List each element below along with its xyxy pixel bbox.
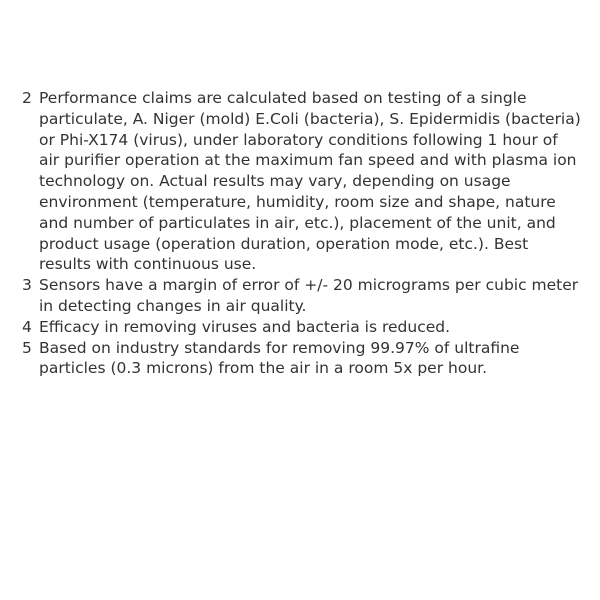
footnote-2 (22, 88, 582, 275)
footnote-number: 2 (22, 89, 32, 107)
footnotes-list (22, 88, 582, 379)
footnote-text: Sensors have a margin of error of +/- 20 micrograms per cubic meter in detecting changes in air quality. (39, 276, 579, 315)
footnote-number: 4 (22, 317, 32, 336)
footnote-number: 5 (22, 338, 32, 357)
footnote-5 (22, 338, 582, 380)
footnote-3 (22, 275, 582, 317)
footnote-4 (22, 317, 582, 338)
footnote-text: Based on industry standards for removing 99.97% of ultrafine particles (0.3 microns) from the air in a room 5x per hour. (39, 338, 520, 378)
footnote-text: Efficacy in removing viruses and bacteria is reduced. (39, 317, 451, 336)
footnote-text: Performance claims are calculated based on testing of a single particulate, A. Niger (mold) E.Coli (bacteria), S. Epidermidis (bacteria) or Phi-X174 (virus), under laboratory conditions following 1 hour of air purifier operation at the maximum fan speed and with plasma ion technology on. Actual results may vary, depending on usage environment (temperature, humidity, room size and shape, nature and number of particulates in air, etc.), placement of the unit, and product usage (operation duration, operation mode, etc.). Best results with continuous use. (39, 89, 581, 274)
footnote-number: 3 (22, 276, 32, 295)
